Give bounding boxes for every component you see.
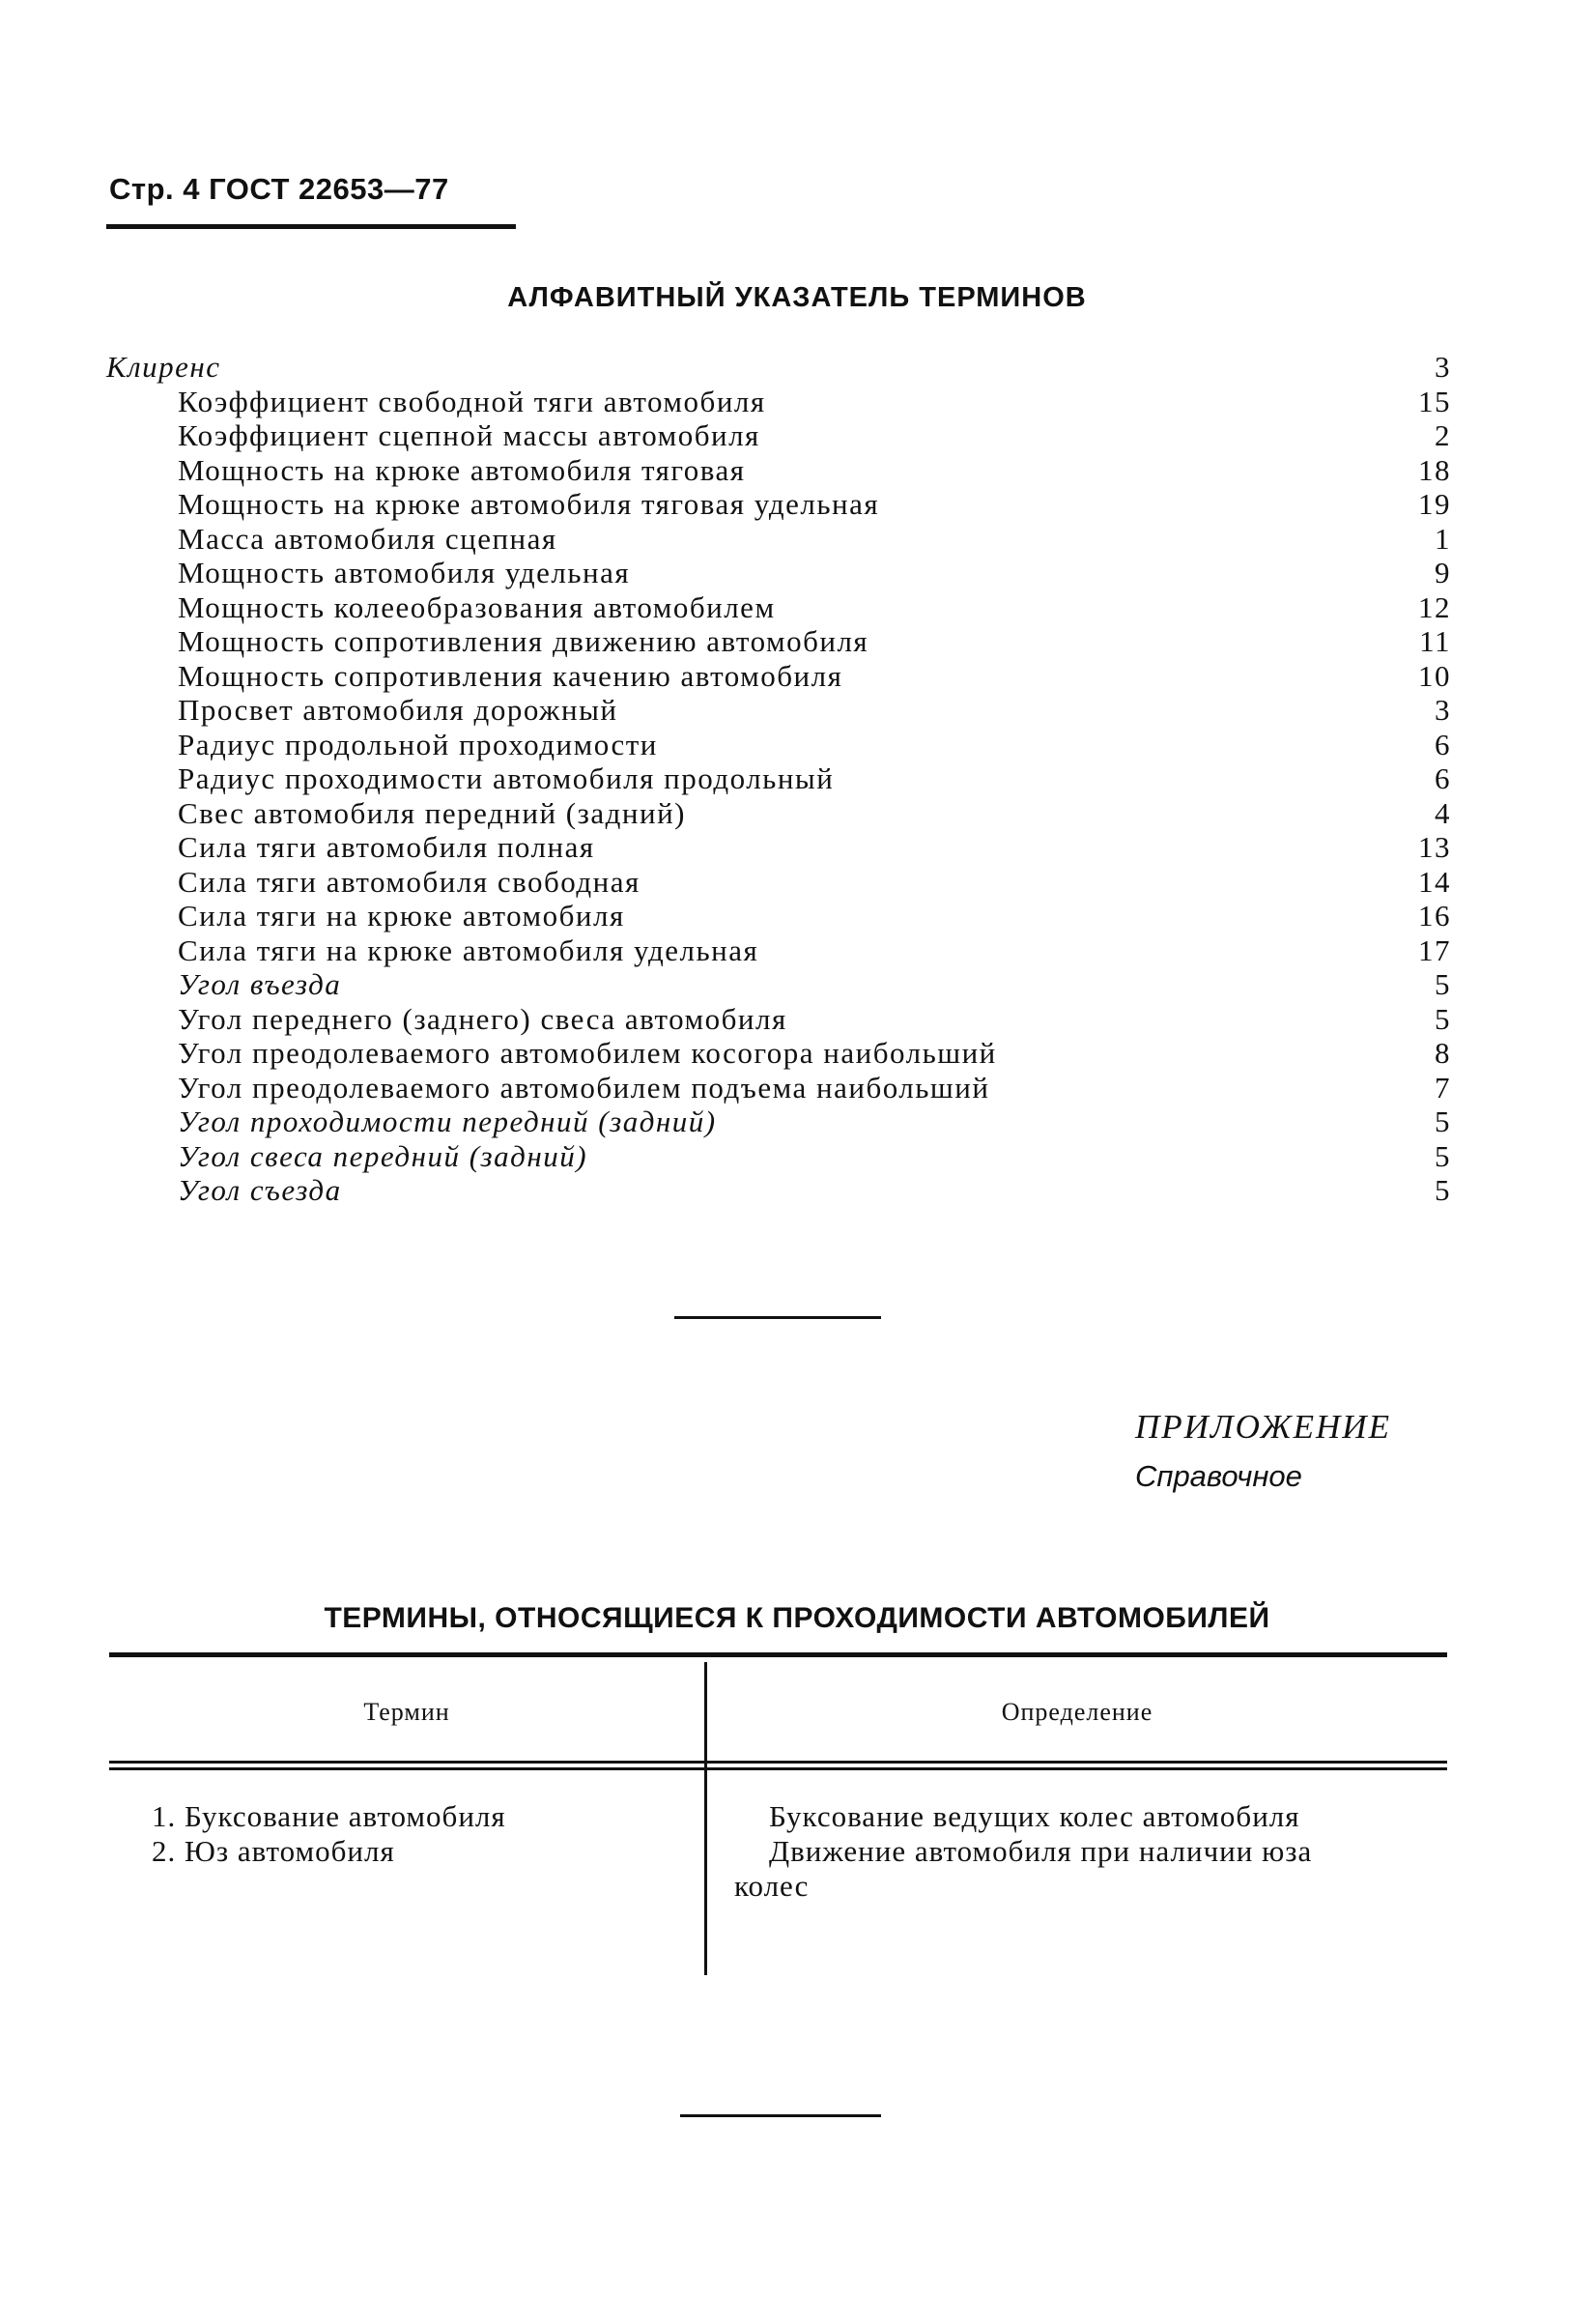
index-entry-number: 5 [1435, 1173, 1451, 1207]
definition-line: колес [734, 1869, 810, 1903]
section-divider [674, 1316, 881, 1319]
index-entry [106, 830, 1451, 865]
index-entry [106, 418, 1451, 453]
index-entry [106, 1002, 1451, 1037]
index-entry-number: 5 [1435, 1001, 1451, 1036]
index-entry-number: 1 [1435, 521, 1451, 556]
index-entry-term: Клиренс [106, 350, 221, 384]
index-entry-term: Угол съезда [178, 1173, 342, 1207]
index-entry-number: 9 [1435, 556, 1451, 589]
index-entry-term: Угол преодолеваемого автомобилем косогора наибольший [178, 1036, 997, 1070]
index-entry [106, 933, 1451, 968]
index-entry [106, 350, 1451, 385]
index-entry-term: Радиус проходимости автомобиля продольный [178, 761, 835, 795]
index-entry-number: 7 [1435, 1070, 1451, 1105]
index-entry [106, 1173, 1451, 1208]
index-entry-term: Мощность колееобразования автомобилем [178, 589, 776, 624]
index-entry [106, 865, 1451, 900]
appendix-label: ПРИЛОЖЕНИЕ [1135, 1408, 1391, 1446]
index-entry [106, 761, 1451, 796]
index-entry-term: Радиус продольной проходимости [178, 727, 658, 761]
page-header: Стр. 4 ГОСТ 22653—77 [109, 172, 449, 206]
index-entry-term: Угол преодолеваемого автомобилем подъема наибольший [178, 1070, 990, 1105]
table-title: ТЕРМИНЫ, ОТНОСЯЩИЕСЯ К ПРОХОДИМОСТИ АВТОМОБИЛЕЙ [324, 1602, 1270, 1634]
index-entry [106, 624, 1451, 659]
index-entry [106, 1105, 1451, 1139]
appendix-sublabel: Справочное [1135, 1459, 1302, 1493]
table-row-term: 2. Юз автомобиля [152, 1834, 395, 1868]
index-entry-term: Угол проходимости передний (задний) [178, 1105, 717, 1138]
index-entry [106, 1036, 1451, 1071]
term-index-list [106, 350, 1451, 1208]
index-entry [106, 522, 1451, 557]
table-header-rule-1 [109, 1761, 1447, 1764]
column-header-definition: Определение [1001, 1698, 1153, 1726]
index-entry-term: Коэффициент свободной тяги автомобиля [178, 384, 766, 418]
index-entry-number: 19 [1418, 487, 1451, 521]
index-entry-number: 13 [1418, 830, 1451, 864]
index-entry [106, 1139, 1451, 1174]
index-entry-term: Сила тяги автомобиля свободная [178, 864, 640, 899]
index-entry-term: Коэффициент сцепной массы автомобиля [178, 418, 760, 452]
index-entry-term: Угол переднего (заднего) свеса автомобиля [178, 1001, 787, 1036]
index-entry-number: 6 [1435, 761, 1451, 795]
index-entry-number: 15 [1418, 384, 1451, 418]
index-entry-number: 5 [1435, 1138, 1451, 1173]
index-entry [106, 556, 1451, 590]
header-rule [106, 224, 516, 229]
index-entry-number: 14 [1418, 864, 1451, 899]
index-entry [106, 659, 1451, 694]
index-entry-number: 10 [1418, 658, 1451, 693]
index-entry-number: 17 [1418, 932, 1451, 967]
index-entry-number: 2 [1435, 418, 1451, 452]
index-entry-term: Сила тяги на крюке автомобиля удельная [178, 932, 759, 967]
index-entry-number: 18 [1418, 452, 1451, 487]
index-entry-term: Мощность на крюке автомобиля тяговая удельная [178, 487, 880, 521]
index-entry-term: Просвет автомобиля дорожный [178, 693, 618, 727]
index-entry [106, 728, 1451, 762]
table-row-term: 1. Буксование автомобиля [152, 1799, 506, 1833]
index-entry-term: Мощность сопротивления движению автомобиля [178, 624, 869, 658]
index-entry-number: 8 [1435, 1036, 1451, 1070]
index-entry-term: Мощность на крюке автомобиля тяговая [178, 452, 746, 487]
table-header-rule-2 [109, 1767, 1447, 1770]
table-row-definition [734, 1834, 1430, 1904]
index-entry-term: Свес автомобиля передний (задний) [178, 795, 686, 830]
index-entry-number: 3 [1435, 350, 1451, 384]
index-entry-term: Масса автомобиля сцепная [178, 521, 557, 556]
table-row-definition [734, 1799, 1430, 1834]
index-entry-number: 6 [1435, 727, 1451, 761]
index-entry-number: 5 [1435, 1105, 1451, 1138]
index-entry-number: 12 [1418, 589, 1451, 624]
index-entry [106, 590, 1451, 625]
index-entry-number: 4 [1435, 795, 1451, 830]
definition-line: Буксование ведущих колес автомобиля [769, 1799, 1300, 1833]
index-entry-term: Угол въезда [178, 967, 342, 1001]
index-entry-term: Угол свеса передний (задний) [178, 1138, 588, 1173]
index-entry-number: 16 [1418, 899, 1451, 932]
index-entry-number: 5 [1435, 967, 1451, 1001]
end-divider [680, 2114, 881, 2117]
index-title: АЛФАВИТНЫЙ УКАЗАТЕЛЬ ТЕРМИНОВ [507, 282, 1087, 313]
index-entry [106, 796, 1451, 831]
index-entry [106, 453, 1451, 488]
index-entry-number: 11 [1419, 624, 1451, 658]
index-entry [106, 693, 1451, 728]
index-entry [106, 487, 1451, 522]
index-entry-term: Сила тяги на крюке автомобиля [178, 899, 625, 932]
table-top-rule [109, 1652, 1447, 1657]
index-entry-number: 3 [1435, 693, 1451, 727]
definition-line: Движение автомобиля при наличии юза [769, 1834, 1313, 1868]
index-entry [106, 899, 1451, 933]
index-entry [106, 967, 1451, 1002]
index-entry-term: Сила тяги автомобиля полная [178, 830, 595, 864]
column-header-term: Термин [363, 1698, 450, 1726]
index-entry-term: Мощность автомобиля удельная [178, 556, 631, 589]
index-entry-term: Мощность сопротивления качению автомобиля [178, 658, 843, 693]
index-entry [106, 1071, 1451, 1105]
index-entry [106, 385, 1451, 419]
